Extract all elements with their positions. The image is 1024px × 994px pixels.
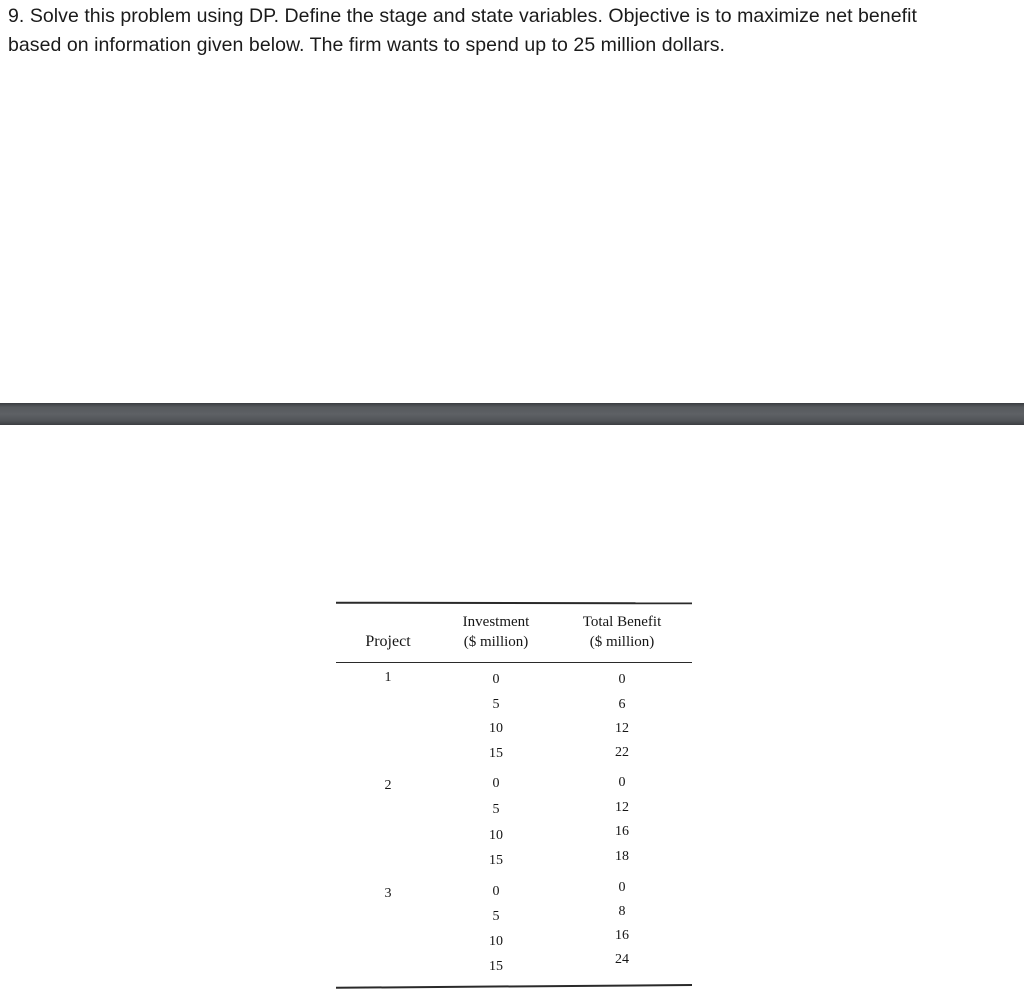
investment-cell: 10 <box>489 934 503 949</box>
header-investment-line-2: ($ million) <box>463 634 529 650</box>
question-line-2: based on information given below. The firm wants to spend up to 25 million dollars. <box>8 34 726 56</box>
header-benefit-line-2: ($ million) <box>589 634 655 650</box>
investment-cell: 5 <box>492 909 500 924</box>
investment-cell: 0 <box>492 884 500 899</box>
benefit-cell: 12 <box>615 800 629 815</box>
project-label: 2 <box>384 778 392 793</box>
header-investment <box>446 612 546 652</box>
investment-cell: 0 <box>492 672 500 687</box>
investment-cell: 5 <box>492 802 500 817</box>
header-benefit-line-1: Total Benefit <box>582 614 662 630</box>
question-text <box>8 2 1018 60</box>
benefit-cell: 0 <box>618 775 626 790</box>
investment-cell: 10 <box>489 721 503 736</box>
investment-cell: 15 <box>489 853 503 868</box>
benefit-cell: 18 <box>615 849 629 864</box>
benefit-cell: 6 <box>618 697 626 712</box>
benefit-cell: 24 <box>615 952 629 967</box>
table-top-rule <box>336 602 692 605</box>
header-project: Project <box>365 633 411 650</box>
project-label: 1 <box>384 670 392 685</box>
investment-cell: 15 <box>489 746 503 761</box>
header-investment-line-1: Investment <box>462 614 530 630</box>
benefit-cell: 12 <box>615 721 629 736</box>
benefit-cell: 16 <box>615 824 629 839</box>
benefit-cell: 0 <box>618 672 626 687</box>
investment-cell: 15 <box>489 959 503 974</box>
table-header-rule <box>336 662 692 663</box>
benefit-cell: 22 <box>615 745 629 760</box>
benefit-cell: 16 <box>615 928 629 943</box>
window-divider-bar <box>0 403 1024 425</box>
question-line-1: 9. Solve this problem using DP. Define the stage and state variables. Objective is to maximize net benefit <box>8 5 917 27</box>
investment-benefit-table <box>336 600 692 994</box>
investment-cell: 5 <box>492 697 500 712</box>
project-label: 3 <box>384 886 392 901</box>
table-bottom-rule <box>336 984 692 989</box>
header-total-benefit <box>572 612 672 652</box>
benefit-cell: 0 <box>618 880 626 895</box>
benefit-cell: 8 <box>618 904 626 919</box>
investment-cell: 0 <box>492 776 500 791</box>
investment-cell: 10 <box>489 828 503 843</box>
